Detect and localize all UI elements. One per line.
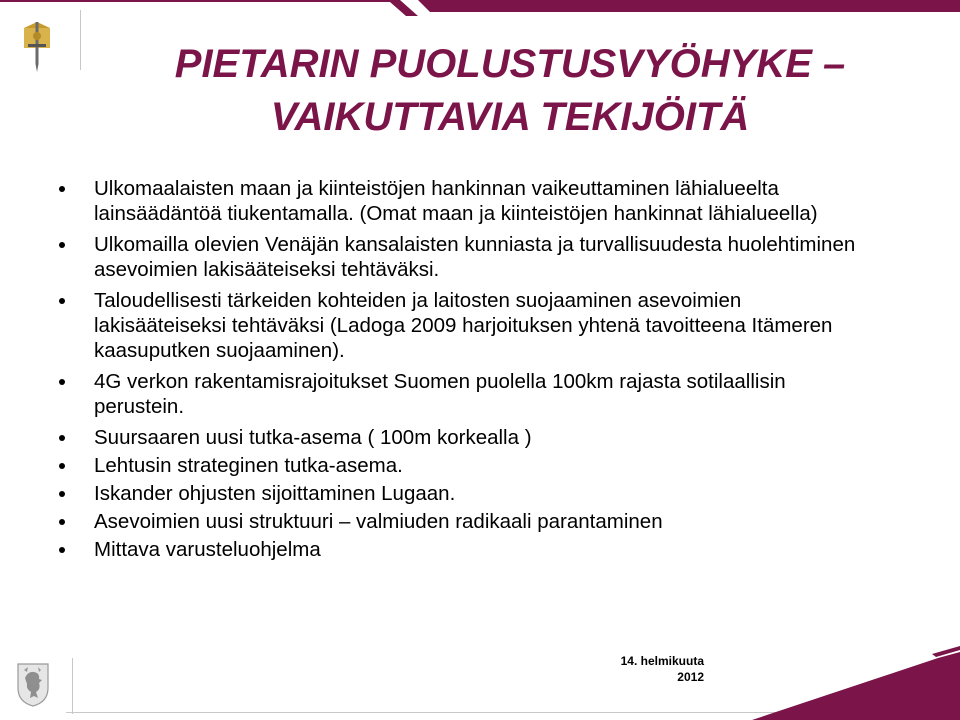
list-item-text: Mittava varusteluohjelma [94, 538, 321, 561]
bullet-icon [59, 186, 65, 192]
list-item-text: Taloudellisesti tärkeiden kohteiden ja laitosten suojaaminen asevoimien lakisääteiseksi tehtäväksi (Ladoga 2009 harjoituksen yhtenä tavoitteena Itämeren kaasuputken suojaaminen). [94, 289, 833, 362]
list-item [58, 369, 878, 419]
bullet-list [58, 176, 878, 565]
coat-of-arms-lion-icon [14, 658, 52, 708]
top-decoration-band [0, 0, 960, 18]
bullet-icon [59, 547, 65, 553]
title-line-2: VAIKUTTAVIA TEKIJÖITÄ [270, 95, 750, 139]
bottom-decoration-band [700, 646, 960, 720]
bottom-divider-line [72, 658, 73, 714]
list-item [58, 176, 878, 226]
list-item-text: 4G verkon rakentamisrajoitukset Suomen puolella 100km rajasta sotilaallisin perustein. [94, 370, 786, 418]
top-divider-line [80, 10, 81, 70]
military-sword-emblem-icon [20, 20, 54, 72]
list-item-text: Suursaaren uusi tutka-asema ( 100m korkealla ) [94, 426, 532, 449]
date-line-2: 2012 [677, 670, 704, 684]
list-item [58, 481, 878, 506]
bullet-icon [59, 519, 65, 525]
list-item-text: Asevoimien uusi struktuuri – valmiuden radikaali parantaminen [94, 510, 663, 533]
list-item-text: Ulkomailla olevien Venäjän kansalaisten kunniasta ja turvallisuudesta huolehtiminen asevoimien lakisääteiseksi tehtäväksi. [94, 233, 856, 281]
list-item-text: Iskander ohjusten sijoittaminen Lugaan. [94, 482, 456, 505]
bullet-icon [59, 298, 65, 304]
bullet-icon [59, 379, 65, 385]
list-item [58, 232, 878, 282]
list-item [58, 509, 878, 534]
list-item-text: Lehtusin strateginen tutka-asema. [94, 454, 403, 477]
bullet-icon [59, 463, 65, 469]
date-line-1: 14. helmikuuta [620, 654, 704, 668]
slide-date [600, 653, 704, 685]
bullet-icon [59, 435, 65, 441]
list-item [58, 288, 878, 363]
slide-title [100, 38, 920, 144]
bullet-icon [59, 491, 65, 497]
list-item [58, 453, 878, 478]
list-item [58, 537, 878, 562]
list-item-text: Ulkomaalaisten maan ja kiinteistöjen hankinnan vaikeuttaminen lähialueelta lainsäädäntöä tiukentamalla. (Omat maan ja kiinteistöjen hankinnat lähialueella) [94, 177, 818, 225]
bullet-icon [59, 242, 65, 248]
title-line-1: PIETARIN PUOLUSTUSVYÖHYKE – [174, 42, 846, 86]
list-item [58, 425, 878, 450]
